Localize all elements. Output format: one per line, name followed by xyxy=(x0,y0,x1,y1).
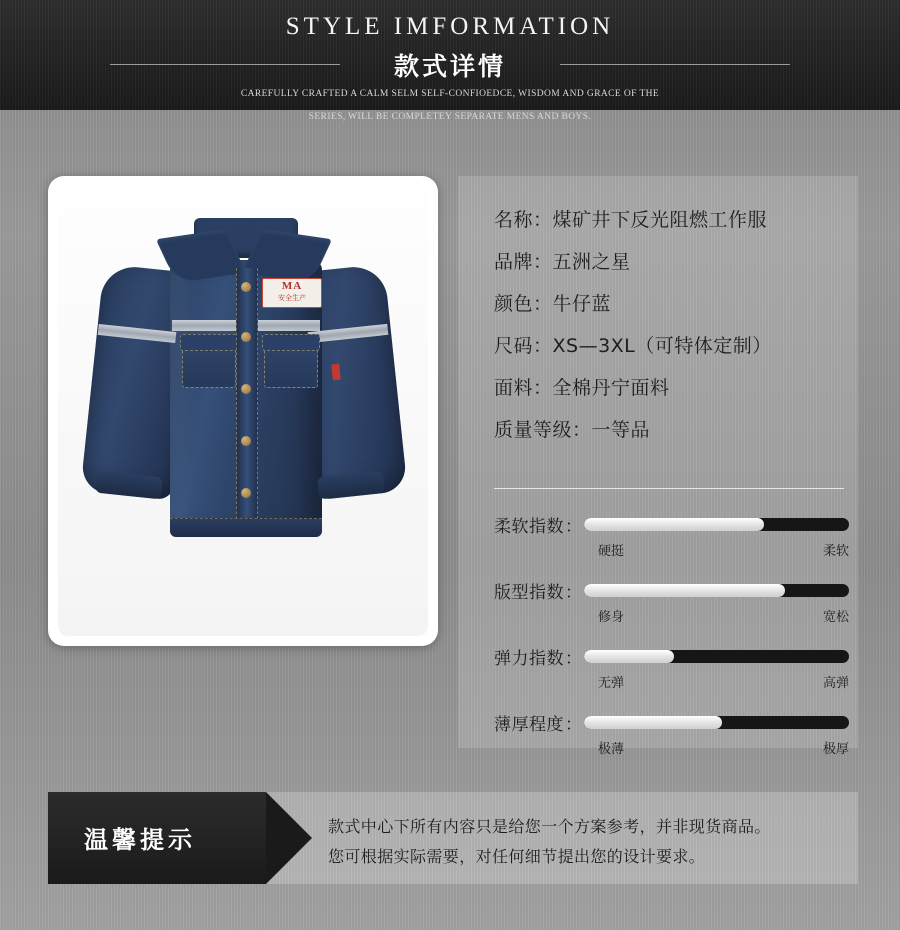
index-bar-fill xyxy=(584,716,722,729)
index-colon: ： xyxy=(565,517,582,537)
index-scale-min-elasticity: 无弹 xyxy=(598,676,625,691)
index-scale-max-softness: 柔软 xyxy=(822,544,849,559)
index-label-thickness: 薄厚程度 xyxy=(494,715,564,735)
index-scale-min-thickness: 极薄 xyxy=(598,742,625,757)
index-bar-thickness xyxy=(584,716,849,729)
header-title-english: STYLE IMFORMATION xyxy=(285,13,615,40)
tips-body xyxy=(266,792,858,884)
tips-text xyxy=(328,812,848,872)
header-rule-right xyxy=(560,64,790,65)
index-elasticity-top xyxy=(494,644,849,669)
jacket-button xyxy=(241,282,251,292)
header-title-chinese: 款式详情 xyxy=(393,52,506,81)
index-scale-min-softness: 硬挺 xyxy=(598,544,625,559)
index-scale-thickness xyxy=(494,738,849,757)
header-title-chinese-wrap xyxy=(0,47,900,79)
index-bar-fill xyxy=(584,650,674,663)
panel-divider xyxy=(494,488,844,489)
index-label-elasticity: 弹力指数 xyxy=(494,649,564,669)
index-bar-elasticity xyxy=(584,650,849,663)
tips-banner xyxy=(48,792,858,884)
index-label-fit: 版型指数 xyxy=(494,583,564,603)
sleeve-tag xyxy=(331,364,341,381)
jacket-button xyxy=(241,488,251,498)
index-thickness-top xyxy=(494,710,849,735)
index-fit-top xyxy=(494,578,849,603)
product-image-card xyxy=(48,176,438,646)
jacket-button xyxy=(241,332,251,342)
spec-item-fabric: 面料：全棉丹宁面料 xyxy=(494,377,670,399)
index-bar-fit xyxy=(584,584,849,597)
header-subtitle-line2: SERIES, WILL BE COMPLETEY SEPARATE MENS AND BOYS. xyxy=(308,112,592,122)
tips-title: 温馨提示 xyxy=(84,826,196,854)
jacket-pocket-flap-right xyxy=(262,334,320,351)
index-label-softness: 柔软指数 xyxy=(494,517,564,537)
index-softness-top xyxy=(494,512,849,537)
index-row-fit xyxy=(494,578,849,625)
tips-line-2: 您可根据实际需要，对任何细节提出您的设计要求。 xyxy=(328,847,706,866)
tips-line-1: 款式中心下所有内容只是给您一个方案参考，并非现货商品。 xyxy=(328,817,771,836)
index-sliders xyxy=(494,512,849,776)
index-row-thickness xyxy=(494,710,849,757)
page-header xyxy=(0,0,900,122)
product-image xyxy=(58,186,428,636)
jacket-pocket-flap-left xyxy=(180,334,238,351)
jacket-button xyxy=(241,384,251,394)
safety-badge xyxy=(262,278,322,308)
spec-item-size: 尺码：XS—3XL（可特体定制） xyxy=(494,335,772,357)
index-colon: ： xyxy=(565,583,582,603)
spec-item-color: 颜色：牛仔蓝 xyxy=(494,293,612,315)
index-scale-max-thickness: 极厚 xyxy=(822,742,849,757)
jacket-button xyxy=(241,436,251,446)
jacket-illustration xyxy=(86,216,402,608)
header-rule-left xyxy=(110,64,340,65)
index-scale-softness xyxy=(494,540,849,559)
index-bar-softness xyxy=(584,518,849,531)
jacket-hem xyxy=(170,518,322,537)
index-scale-max-elasticity: 高弹 xyxy=(822,676,849,691)
spec-item-brand: 品牌：五洲之星 xyxy=(494,251,631,273)
tips-label-block xyxy=(48,792,266,884)
index-colon: ： xyxy=(565,715,582,735)
index-bar-fill xyxy=(584,584,785,597)
index-bar-fill xyxy=(584,518,764,531)
spec-item-quality: 质量等级：一等品 xyxy=(494,419,651,441)
index-scale-fit xyxy=(494,606,849,625)
specification-panel xyxy=(458,176,858,757)
index-scale-elasticity xyxy=(494,672,849,691)
index-row-softness xyxy=(494,512,849,559)
spec-item-name: 名称：煤矿井下反光阻燃工作服 xyxy=(494,209,768,231)
safety-badge-code: MA xyxy=(281,280,303,292)
safety-badge-text: 安全生产 xyxy=(278,294,306,302)
specification-list xyxy=(494,208,844,460)
index-scale-max-fit: 宽松 xyxy=(822,610,849,625)
index-row-elasticity xyxy=(494,644,849,691)
index-scale-min-fit: 修身 xyxy=(598,610,625,625)
header-subtitle-line1: CAREFULLY CRAFTED A CALM SELM SELF-CONFIOEDCE, WISDOM AND GRACE OF THE xyxy=(240,89,660,99)
index-colon: ： xyxy=(565,649,582,669)
